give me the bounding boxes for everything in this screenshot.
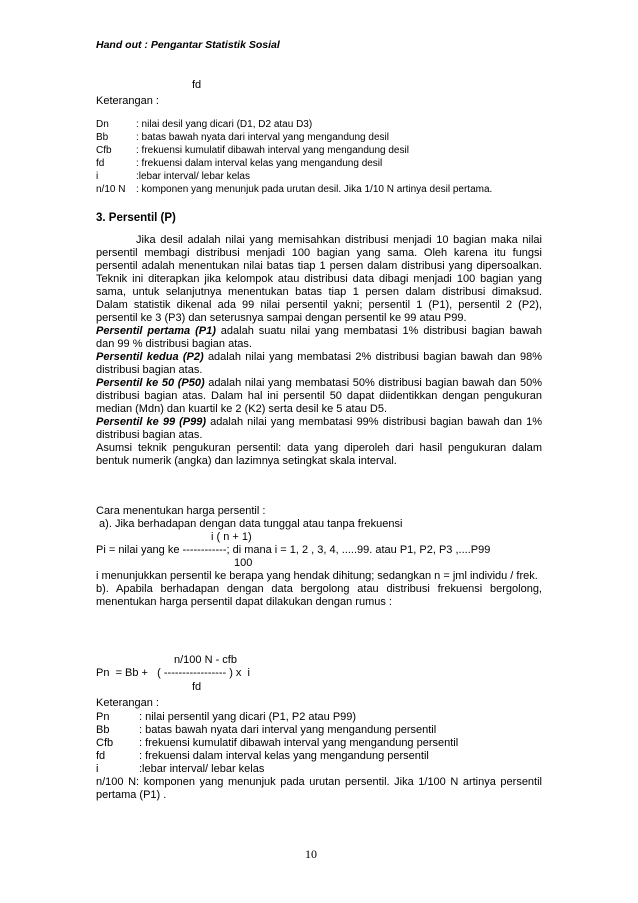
paragraph: Asumsi teknik pengukuran persentil: data yang diperoleh dari hasil pengukuran dalam bentuk numerik (angka) dan lazimnya setingkat skala interval.	[96, 442, 542, 467]
persentil-keterangan-title: Keterangan :	[96, 697, 159, 709]
description: :lebar interval/ lebar kelas	[136, 171, 250, 182]
description: : frekuensi dalam interval kelas yang mengandung desil	[136, 158, 383, 169]
term: Bb	[96, 724, 110, 736]
paragraph: Jika desil adalah nilai yang memisahkan distribusi menjadi 10 bagian maka nilai persentil membagi distribusi menjadi 100 bagian yang sama. Oleh karena itu fungsi persentil adalah menentukan nilai batas tiap 1 persen dalam distribusi yang dipersoalkan. Teknik ini diterapkan jika kelompok atau distribusi data dibagi menjadi 100 bagian yang sama, untuk selanjutnya menentukan batas tiap 1 persen dalam distribusi dimaksud. Dalam statistik dikenal ada 99 nilai persentil yakni; persentil 1 (P1), persentil 2 (P2), persentil ke 3 (P3) dan seterusnya sampai dengan persentil ke 99 atau P99.	[96, 234, 542, 324]
persentil-body	[96, 234, 542, 468]
term: fd	[96, 750, 106, 762]
description: : frekuensi dalam interval kelas yang mengandung persentil	[139, 750, 429, 762]
formula-a-numerator: i ( n + 1)	[211, 531, 252, 543]
formula-b: Pn = Bb + ( ----------------- ) x i	[96, 667, 250, 679]
definition-text: adalah nilai yang membatasi 50% distribusi bagian bawah dan 50% distribusi bagian atas. Dalam hal ini persentil 50 dapat diidentikkan dengan pengukuran median (Mdn) dan kuartil ke 2 (K2) serta desil ke 5 atau D5.	[96, 377, 542, 415]
paragraph: n/100 N: komponen yang menunjuk pada urutan persentil. Jika 1/100 N artinya persentil pertama (P1) .	[96, 776, 542, 801]
description: : komponen yang menunjuk pada urutan desil. Jika 1/10 N artinya desil pertama.	[136, 184, 493, 195]
term: Bb	[96, 132, 109, 143]
formula-denominator-fd: fd	[192, 79, 202, 91]
term: Cfb	[96, 145, 112, 156]
definition-text: adalah nilai yang membatasi 2% distribusi bagian bawah dan 98% distribusi bagian atas.	[96, 351, 542, 376]
definition-term: Persentil kedua (P2)	[96, 351, 204, 363]
definition-term: Persentil ke 99 (P99)	[96, 416, 207, 428]
term: n/10 N	[96, 184, 126, 195]
definition	[96, 377, 542, 416]
cara-title: Cara menentukan harga persentil :	[96, 505, 266, 517]
definition	[96, 416, 542, 442]
formula-a-denominator: 100	[234, 557, 253, 569]
desil-keterangan-title: Keterangan :	[96, 95, 159, 107]
cara-section	[96, 505, 542, 609]
definition-term: Persentil ke 50 (P50)	[96, 377, 205, 389]
description: : frekuensi kumulatif dibawah interval yang mengandung persentil	[139, 737, 459, 749]
closing-paragraph	[96, 776, 542, 802]
term: Cfb	[96, 737, 114, 749]
section-title: 3. Persentil (P)	[96, 212, 176, 224]
description: : nilai persentil yang dicari (P1, P2 atau P99)	[139, 711, 357, 723]
cara-b: b). Apabila berhadapan dengan data bergolong atau distribusi frekuensi bergolong, menentukan harga persentil dapat dilakukan dengan rumus :	[96, 583, 542, 608]
cara-a: a). Jika berhadapan dengan data tunggal atau tanpa frekuensi	[96, 518, 403, 530]
definition	[96, 325, 542, 351]
description: : batas bawah nyata dari interval yang mengandung desil	[136, 132, 389, 143]
term: Dn	[96, 119, 109, 130]
term: fd	[96, 158, 105, 169]
description: : nilai desil yang dicari (D1, D2 atau D3)	[136, 119, 313, 130]
definition-text: adalah nilai yang membatasi 99% distribusi bagian bawah dan 1% distribusi bagian atas.	[96, 416, 542, 441]
term: i	[96, 763, 99, 775]
formula-a: Pi = nilai yang ke ------------; di mana i = 1, 2 , 3, 4, .....99. atau P1, P2, P3 ,....P99	[96, 544, 491, 556]
description: :lebar interval/ lebar kelas	[139, 763, 265, 775]
document-header: Hand out : Pengantar Statistik Sosial	[96, 39, 280, 51]
description: : batas bawah nyata dari interval yang mengandung persentil	[139, 724, 437, 736]
term: Pn	[96, 711, 110, 723]
formula-b-denominator: fd	[192, 681, 202, 693]
page-number: 10	[305, 847, 317, 861]
definition-term: Persentil pertama (P1)	[96, 325, 216, 337]
definition	[96, 351, 542, 377]
explanation-a: i menunjukkan persentil ke berapa yang hendak dihitung; sedangkan n = jml individu / frek.	[96, 570, 538, 582]
definition-text: adalah suatu nilai yang membatasi 1% distribusi bagian bawah dan 99 % distribusi bagian atas.	[96, 325, 542, 350]
description: : frekuensi kumulatif dibawah interval yang mengandung desil	[136, 145, 409, 156]
formula-b-numerator: n/100 N - cfb	[174, 654, 237, 666]
term: i	[96, 171, 99, 182]
